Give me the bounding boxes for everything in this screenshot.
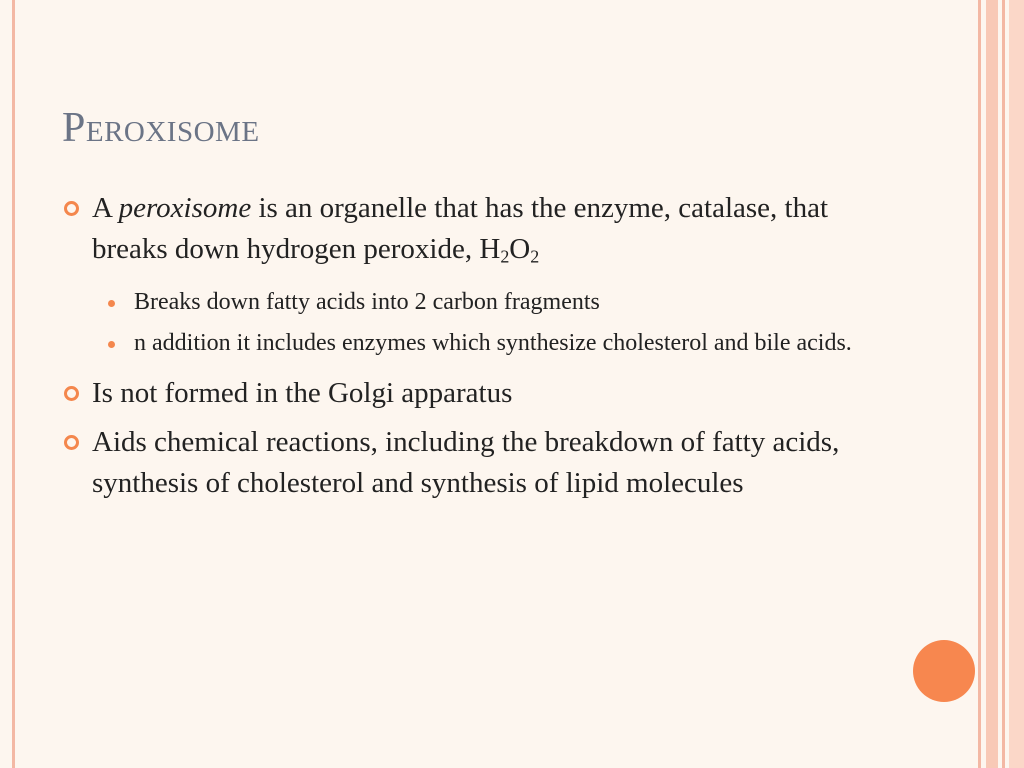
sub-bullet-text: Breaks down fatty acids into 2 carbon fragments: [134, 289, 600, 316]
sub-bullet-item: [104, 326, 892, 361]
stripe: [978, 0, 981, 768]
slide-content: [62, 188, 892, 512]
left-border-line: [12, 0, 15, 768]
stripe: [1009, 0, 1024, 768]
bullet-item: [62, 373, 892, 414]
slide-title: Peroxisome: [62, 105, 260, 151]
bullet-item: [62, 188, 892, 277]
sub-bullet-text: n addition it includes enzymes which synthesize cholesterol and bile acids.: [134, 330, 852, 357]
bullet-text: Aids chemical reactions, including the breakdown of fatty acids, synthesis of cholesterol and synthesis of lipid molecules: [92, 426, 840, 500]
stripe: [986, 0, 998, 768]
decorative-circle: [913, 640, 975, 702]
subscript: 2: [500, 246, 510, 267]
subscript: 2: [530, 246, 540, 267]
stripe: [1002, 0, 1005, 768]
filled-dot-bullet-icon: [108, 341, 115, 348]
bullet-prefix: A: [92, 192, 119, 224]
bullet-text: is an organelle that has the enzyme, catalase, that breaks down hydrogen peroxide, H: [92, 192, 829, 265]
right-decorative-stripes: [978, 0, 1024, 768]
bullet-emphasis: peroxisome: [118, 192, 252, 224]
bullet-item: [62, 422, 892, 504]
bullet-text: Is not formed in the Golgi apparatus: [92, 377, 513, 410]
sub-bullet-list: [104, 285, 892, 361]
hollow-circle-bullet-icon: [64, 386, 79, 401]
bullet-text: O: [509, 233, 531, 265]
sub-bullet-item: [104, 285, 892, 320]
hollow-circle-bullet-icon: [64, 435, 79, 450]
hollow-circle-bullet-icon: [64, 201, 79, 216]
filled-dot-bullet-icon: [108, 300, 115, 307]
